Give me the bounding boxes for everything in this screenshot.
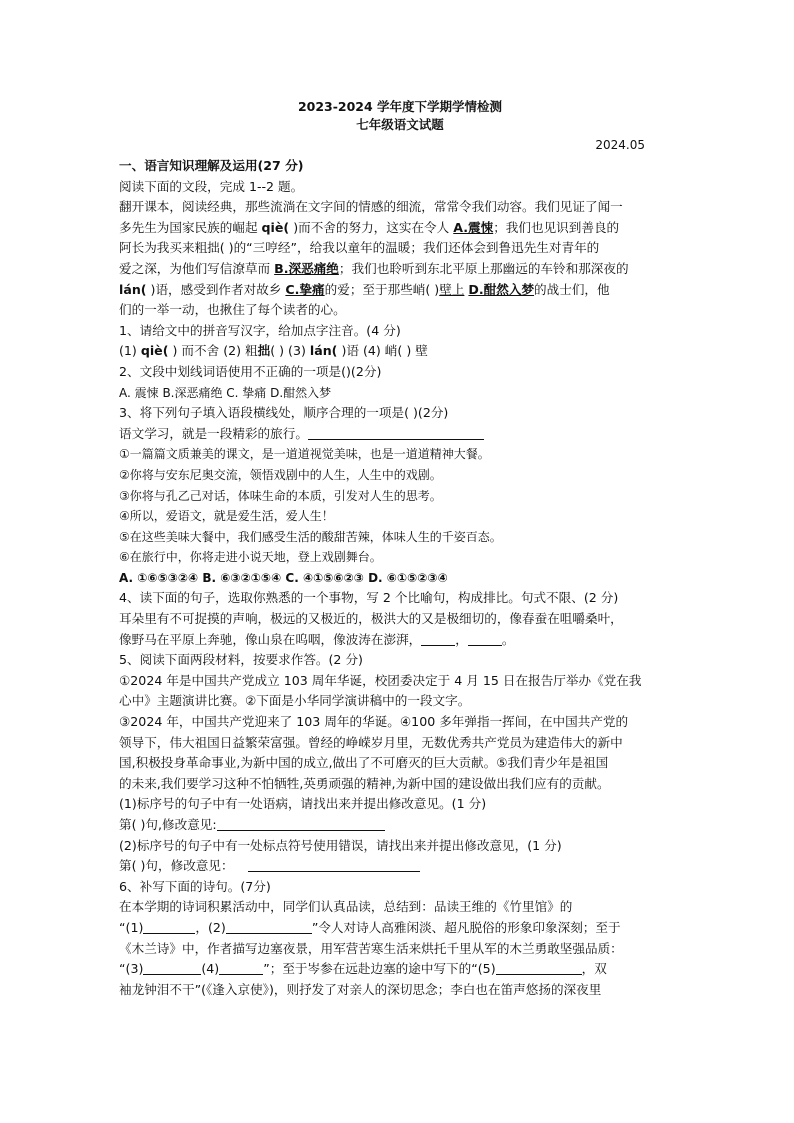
sentence-1: ①一篇篇文质兼美的课文，是一道道视觉美味，也是一道道精神大餐。	[119, 447, 490, 462]
question-6-text: “(3) (4) ”；至于岑参在远赴边塞的途中写下的“(5) ，双	[119, 961, 607, 977]
answer-blank[interactable]	[226, 920, 312, 934]
question-6-stem: 6、补写下面的诗句。(7分)	[119, 878, 271, 894]
answer-blank[interactable]	[496, 961, 582, 975]
underlined-word-b: B.深恶痛绝	[274, 260, 339, 276]
question-4-text: 耳朵里有不可捉摸的声响，极远的又极近的，极洪大的又是极细切的，像春蚕在咀嚼桑叶，	[119, 611, 623, 627]
question-2-options: A. 震悚 B.深恶痛绝 C. 挚痛 D.酣然入梦	[119, 385, 332, 400]
section-heading: 一、语言知识理解及运用(27 分)	[119, 158, 304, 173]
sentence-5: ⑤在这些美味大餐中，我们感受生活的酸甜苦辣，体味人生的千姿百态。	[119, 529, 502, 544]
question-1-items: (1) qiè( ) 而不舍 (2) 粗拙( ) (3) lán( )语 (4) 峭( ) 壁	[119, 343, 428, 359]
question-3-lead: 语文学习，就是一段精彩的旅行。	[119, 424, 681, 445]
material-2: 的未来,我们要学习这种不怕牺牲,英勇顽强的精神,为新中国的建设做出我们应有的贡献。	[119, 775, 610, 791]
material-1: 心中》主题演讲比赛。②下面是小华同学演讲稿中的一段文字。	[119, 693, 471, 709]
answer-blank[interactable]	[219, 961, 263, 975]
answer-blank[interactable]	[421, 632, 455, 646]
sentence-3: ③你将与孔乙己对话，体味生命的本质，引发对人生的思考。	[119, 488, 442, 503]
material-2: 领导下，伟大祖国日益繁荣富强。曾经的峥嵘岁月里，无数优秀共产党员为建造伟大的新中	[119, 734, 623, 750]
answer-blank[interactable]	[308, 426, 484, 440]
underlined-word-c: C.挚痛	[285, 281, 325, 297]
question-6-text: “(1) ，(2) ”令人对诗人高雅闲淡、超凡脱俗的形象印象深刻；至于	[119, 919, 621, 935]
question-6-text: 袖龙钟泪不干”(《逢入京使》)，则抒发了对亲人的深切思念；李白也在笛声悠扬的深夜里	[119, 981, 602, 997]
sentence-6: ⑥在旅行中，你将走进小说天地，登上戏剧舞台。	[119, 550, 382, 565]
underlined-word-d: D.酣然入梦	[468, 281, 535, 297]
answer-blank[interactable]	[248, 858, 420, 872]
question-2-stem: 2、文段中划线词语使用不正确的一项是()(2分)	[119, 363, 382, 379]
sentence-4: ④所以，爱语文，就是爱生活，爱人生！	[119, 509, 334, 524]
subquestion-1: (1)标序号的句子中有一处语病，请找出来并提出修改意见。(1 分)	[119, 796, 487, 812]
passage-line: 爱之深，为他们写信潦草而 B.深恶痛绝；我们也聆听到东北平原上那幽远的车铃和那深夜的	[119, 260, 629, 276]
material-2: 国,积极投身革命事业,为新中国的成立,做出了不可磨灭的巨大贡献。⑤我们青少年是祖国	[119, 755, 609, 771]
passage-line: lán( )语，感受到作者对故乡 C.挚痛的爱；至于那些峭( )壁上 D.酣然入梦的战士们，他	[119, 281, 610, 297]
material-1: ①2024 年是中国共产党成立 103 周年华诞，校团委决定于 4 月 15 日在报告厅举办《党在我	[119, 672, 642, 688]
passage-line: 阿长为我买来粗拙( )的“三哼经”，给我以童年的温暖；我们还体会到鲁迅先生对青年的	[119, 240, 600, 256]
question-6-text: 在本学期的诗词积累活动中，同学们认真品读，总结到：品读王维的《竹里馆》的	[119, 899, 573, 915]
answer-line-2: 第( )句，修改意见：	[119, 856, 681, 877]
reading-intro: 阅读下面的文段，完成 1--2 题。	[119, 178, 304, 194]
question-6-text: 《木兰诗》中，作者描写边塞夜景，用军营苦寒生活来烘托千里从军的木兰勇敢坚强品质：	[119, 940, 623, 956]
question-5-stem: 5、阅读下面两段材料，按要求作答。(2 分)	[119, 652, 363, 668]
exam-title: 2023-2024 学年度下学期学情检测	[297, 99, 503, 114]
passage-line: 翻开课本，阅读经典，那些流淌在文字间的情感的细流，常常令我们动容。我们见证了闻一	[119, 199, 623, 215]
question-3-options: A. ①⑥⑤③②④ B. ⑥③②①⑤④ C. ④①⑤⑥②③ D. ⑥①⑤②③④	[119, 570, 448, 585]
answer-line-1: 第( )句,修改意见:	[119, 815, 681, 836]
answer-blank[interactable]	[143, 920, 195, 934]
subquestion-2: (2)标序号的句子中有一处标点符号使用错误，请找出来并提出修改意见，(1 分)	[119, 837, 562, 853]
underlined-word-a: A.震悚	[453, 219, 494, 235]
question-4-text: 像野马在平原上奔驰，像山泉在呜咽，像波涛在澎湃， ， 。	[119, 631, 515, 647]
answer-blank[interactable]	[468, 632, 502, 646]
exam-subtitle: 七年级语文试题	[356, 117, 444, 132]
question-1-stem: 1、请给文中的拼音写汉字，给加点字注音。(4 分)	[119, 322, 401, 338]
passage-line: 多先生为国家民族的崛起 qiè( )而不舍的努力，这实在令人 A.震悚；我们也见识到善良的	[119, 219, 620, 235]
exam-date: 2024.05	[595, 138, 645, 152]
passage-line: 们的一举一动，也揪住了每个读者的心。	[119, 302, 346, 318]
question-3-stem: 3、将下列句子填入语段横线处，顺序合理的一项是( )(2分)	[119, 405, 449, 421]
sentence-2: ②你将与安东尼奥交流，领悟戏剧中的人生，人生中的戏剧。	[119, 467, 442, 482]
answer-blank[interactable]	[143, 961, 201, 975]
answer-blank[interactable]	[217, 817, 385, 831]
question-4-stem: 4、读下面的句子，选取你熟悉的一个事物，写 2 个比喻句，构成排比。句式不限、(2 分)	[119, 590, 619, 606]
reading-passage	[119, 197, 681, 321]
material-2: ③2024 年，中国共产党迎来了 103 周年的华诞。④100 多年弹指一挥间，在中国共产党的	[119, 714, 629, 730]
exam-page	[119, 98, 681, 1000]
